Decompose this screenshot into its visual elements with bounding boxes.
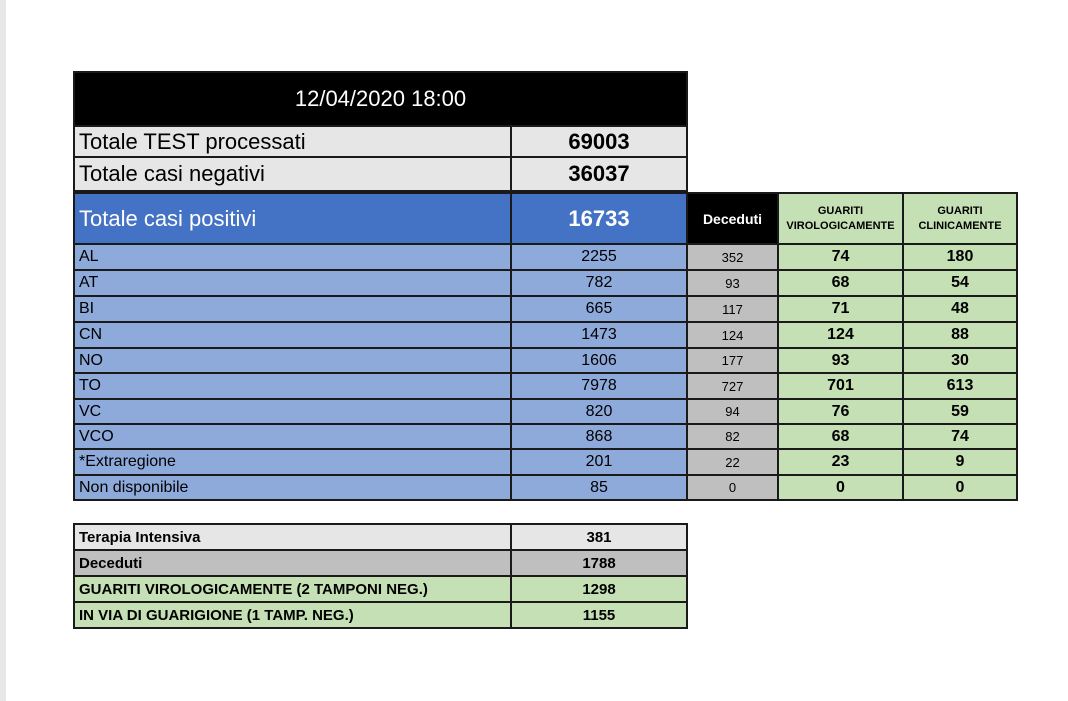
guariti-clinicamente-header: GUARITI CLINICAMENTE xyxy=(902,192,1018,245)
province-name: VCO xyxy=(73,423,512,450)
province-deceased: 93 xyxy=(686,269,779,297)
total-tests-value: 69003 xyxy=(510,125,688,158)
province-deceased: 22 xyxy=(686,448,779,476)
summary-value: 1788 xyxy=(510,549,688,577)
province-name: TO xyxy=(73,372,512,400)
province-name: CN xyxy=(73,321,512,349)
province-positive: 868 xyxy=(510,423,688,450)
summary-value: 1155 xyxy=(510,601,688,629)
province-deceased: 82 xyxy=(686,423,779,450)
province-name: Non disponibile xyxy=(73,474,512,501)
summary-label: GUARITI VIROLOGICAMENTE (2 TAMPONI NEG.) xyxy=(73,575,512,603)
province-name: VC xyxy=(73,398,512,425)
summary-value: 1298 xyxy=(510,575,688,603)
province-positive: 2255 xyxy=(510,243,688,271)
province-positive: 1473 xyxy=(510,321,688,349)
province-recovered-clin: 88 xyxy=(902,321,1018,349)
province-name: NO xyxy=(73,347,512,374)
summary-label: Deceduti xyxy=(73,549,512,577)
province-positive: 782 xyxy=(510,269,688,297)
province-deceased: 352 xyxy=(686,243,779,271)
province-recovered-clin: 30 xyxy=(902,347,1018,374)
total-negative-label: Totale casi negativi xyxy=(73,156,512,192)
province-positive: 1606 xyxy=(510,347,688,374)
province-recovered-clin: 59 xyxy=(902,398,1018,425)
province-positive: 7978 xyxy=(510,372,688,400)
province-name: AL xyxy=(73,243,512,271)
guariti-virologicamente-header: GUARITI VIROLOGICAMENTE xyxy=(777,192,904,245)
province-recovered-clin: 9 xyxy=(902,448,1018,476)
province-deceased: 0 xyxy=(686,474,779,501)
province-recovered-viro: 701 xyxy=(777,372,904,400)
deceduti-header: Deceduti xyxy=(686,192,779,245)
province-recovered-viro: 74 xyxy=(777,243,904,271)
report-datetime: 12/04/2020 18:00 xyxy=(73,71,688,127)
province-recovered-viro: 76 xyxy=(777,398,904,425)
province-recovered-clin: 180 xyxy=(902,243,1018,271)
province-name: AT xyxy=(73,269,512,297)
province-deceased: 94 xyxy=(686,398,779,425)
summary-label: Terapia Intensiva xyxy=(73,523,512,551)
total-positive-label: Totale casi positivi xyxy=(73,192,512,245)
summary-value: 381 xyxy=(510,523,688,551)
page-edge xyxy=(0,0,6,701)
province-recovered-viro: 23 xyxy=(777,448,904,476)
province-recovered-viro: 68 xyxy=(777,269,904,297)
total-tests-label: Totale TEST processati xyxy=(73,125,512,158)
province-deceased: 177 xyxy=(686,347,779,374)
province-recovered-clin: 54 xyxy=(902,269,1018,297)
province-recovered-viro: 68 xyxy=(777,423,904,450)
province-deceased: 124 xyxy=(686,321,779,349)
province-recovered-clin: 74 xyxy=(902,423,1018,450)
province-positive: 665 xyxy=(510,295,688,323)
province-deceased: 727 xyxy=(686,372,779,400)
province-recovered-viro: 0 xyxy=(777,474,904,501)
total-negative-value: 36037 xyxy=(510,156,688,192)
province-recovered-viro: 71 xyxy=(777,295,904,323)
province-deceased: 117 xyxy=(686,295,779,323)
summary-label: IN VIA DI GUARIGIONE (1 TAMP. NEG.) xyxy=(73,601,512,629)
province-recovered-viro: 93 xyxy=(777,347,904,374)
province-recovered-clin: 0 xyxy=(902,474,1018,501)
province-name: *Extraregione xyxy=(73,448,512,476)
province-positive: 201 xyxy=(510,448,688,476)
province-recovered-clin: 613 xyxy=(902,372,1018,400)
province-name: BI xyxy=(73,295,512,323)
province-recovered-clin: 48 xyxy=(902,295,1018,323)
province-positive: 85 xyxy=(510,474,688,501)
total-positive-value: 16733 xyxy=(510,192,688,245)
province-recovered-viro: 124 xyxy=(777,321,904,349)
province-positive: 820 xyxy=(510,398,688,425)
